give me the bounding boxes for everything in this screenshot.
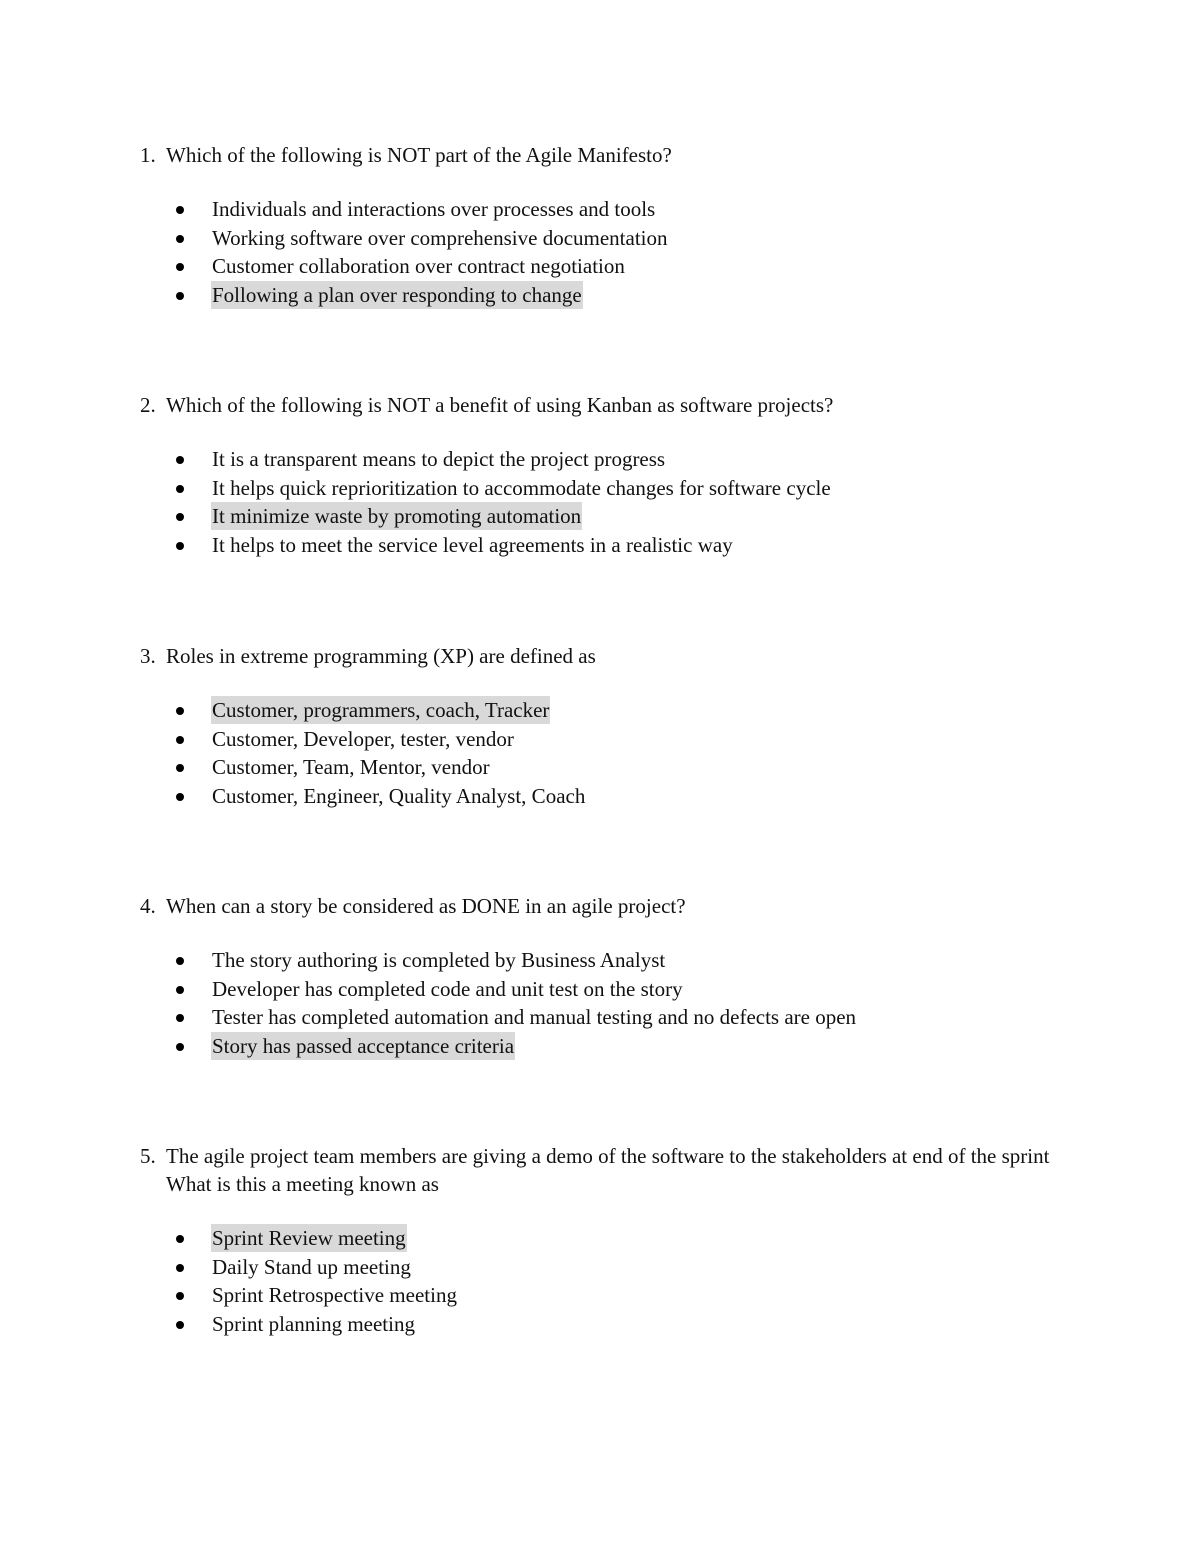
option-text: Developer has completed code and unit test on the story: [212, 976, 683, 1001]
bullet-icon: [176, 485, 184, 493]
bullet-icon: [176, 764, 184, 772]
option-item: [140, 1224, 1060, 1253]
bullet-icon: [176, 292, 184, 300]
question-number: 5.: [140, 1144, 156, 1168]
option-list: [140, 1224, 1060, 1339]
question-stem: [140, 391, 1060, 419]
question-text: Which of the following is NOT part of the Agile Manifesto?: [166, 143, 672, 167]
option-text: It minimize waste by promoting automation: [212, 504, 582, 529]
option-item: [140, 1310, 1060, 1339]
option-item: [140, 502, 1060, 531]
question-stem: [140, 1142, 1060, 1198]
question-number: 3.: [140, 644, 156, 668]
option-text: Following a plan over responding to change: [212, 283, 582, 308]
option-item: [140, 1253, 1060, 1282]
bullet-icon: [176, 1043, 184, 1051]
option-text: It is a transparent means to depict the project progress: [212, 447, 666, 471]
option-item: [140, 445, 1060, 474]
option-text: Sprint Review meeting: [212, 1226, 406, 1250]
question-3: [140, 642, 1060, 811]
bullet-icon: [176, 1014, 184, 1022]
question-text: Which of the following is NOT a benefit of using Kanban as software projects?: [166, 393, 834, 417]
question-1: [140, 141, 1060, 310]
option-list: [140, 195, 1060, 310]
option-text: Customer, programmers, coach, Tracker: [212, 698, 550, 722]
option-item: [140, 696, 1060, 725]
question-number: 1.: [140, 143, 156, 167]
option-item: [140, 195, 1060, 224]
question-number: 2.: [140, 393, 156, 417]
bullet-icon: [176, 206, 184, 214]
option-text: Tester has completed automation and manual testing and no defects are open: [212, 1005, 857, 1030]
option-list: [140, 696, 1060, 811]
option-item: [140, 474, 1060, 503]
option-text: Customer, Team, Mentor, vendor: [212, 755, 490, 780]
question-stem: [140, 141, 1060, 169]
option-list: [140, 946, 1060, 1061]
bullet-icon: [176, 736, 184, 744]
option-text: It helps quick reprioritization to accommodate changes for software cycle: [212, 475, 831, 500]
option-item: [140, 753, 1060, 782]
option-item: [140, 946, 1060, 975]
option-text: Daily Stand up meeting: [212, 1254, 411, 1279]
option-text: Working software over comprehensive documentation: [212, 225, 668, 250]
question-4: [140, 892, 1060, 1061]
bullet-icon: [176, 1235, 184, 1243]
bullet-icon: [176, 986, 184, 994]
question-stem: [140, 642, 1060, 670]
option-item: [140, 1281, 1060, 1310]
option-item: [140, 975, 1060, 1004]
bullet-icon: [176, 707, 184, 715]
question-text: The agile project team members are giving a demo of the software to the stakeholders at end of the sprint What is this a meeting known as: [166, 1144, 1050, 1196]
option-text: Sprint Retrospective meeting: [212, 1283, 457, 1308]
option-text: Sprint planning meeting: [212, 1312, 415, 1337]
question-text: When can a story be considered as DONE in an agile project?: [166, 894, 686, 918]
bullet-icon: [176, 1264, 184, 1272]
bullet-icon: [176, 235, 184, 243]
option-item: [140, 1003, 1060, 1032]
bullet-icon: [176, 793, 184, 801]
option-text: The story authoring is completed by Business Analyst: [212, 948, 666, 972]
option-item: [140, 1032, 1060, 1061]
option-text: Customer, Engineer, Quality Analyst, Coach: [212, 784, 586, 809]
question-2: [140, 391, 1060, 560]
option-item: [140, 281, 1060, 310]
question-text: Roles in extreme programming (XP) are defined as: [166, 644, 596, 668]
bullet-icon: [176, 1321, 184, 1329]
option-item: [140, 531, 1060, 560]
option-item: [140, 252, 1060, 281]
option-item: [140, 224, 1060, 253]
option-text: It helps to meet the service level agreements in a realistic way: [212, 533, 733, 558]
question-number: 4.: [140, 894, 156, 918]
option-text: Individuals and interactions over processes and tools: [212, 197, 656, 221]
option-text: Customer collaboration over contract negotiation: [212, 254, 625, 279]
bullet-icon: [176, 513, 184, 521]
option-list: [140, 445, 1060, 560]
option-item: [140, 725, 1060, 754]
option-text: Story has passed acceptance criteria: [212, 1034, 515, 1059]
bullet-icon: [176, 542, 184, 550]
question-stem: [140, 892, 1060, 920]
option-text: Customer, Developer, tester, vendor: [212, 726, 514, 751]
bullet-icon: [176, 456, 184, 464]
option-item: [140, 782, 1060, 811]
question-5: [140, 1142, 1060, 1339]
bullet-icon: [176, 1292, 184, 1300]
bullet-icon: [176, 263, 184, 271]
bullet-icon: [176, 957, 184, 965]
